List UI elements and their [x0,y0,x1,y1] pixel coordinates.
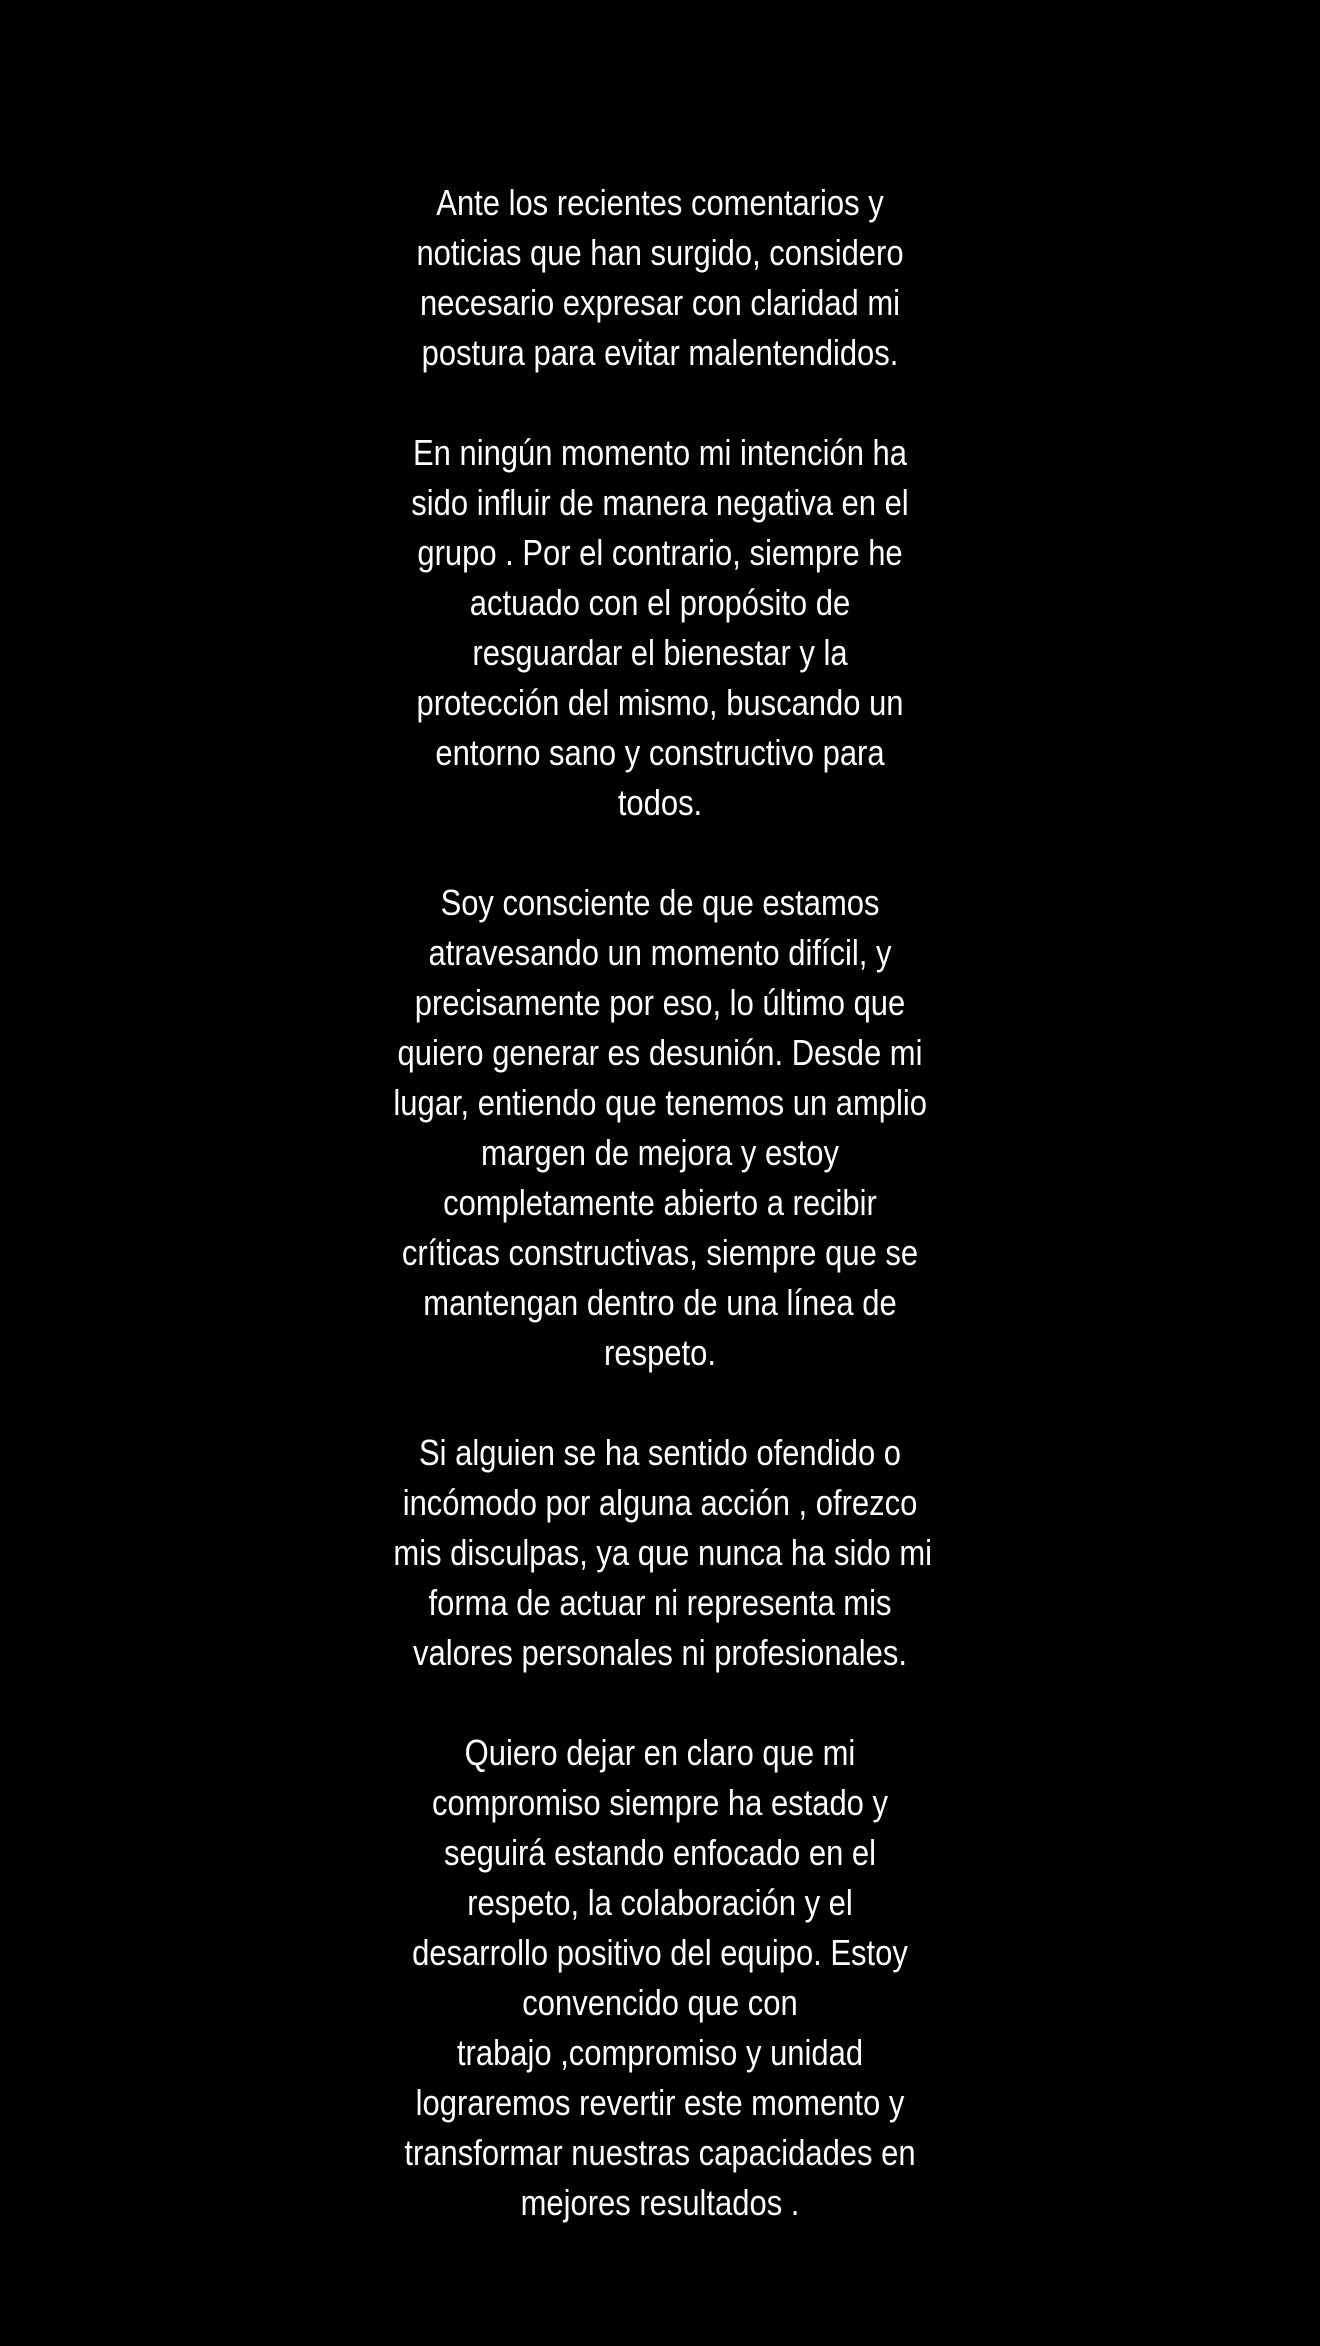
text-line: actuado con el propósito de [469,582,851,623]
text-line: desarrollo positivo del equipo. Estoy [412,1932,908,1973]
paragraph-1 [393,178,926,378]
text-line: margen de mejora y estoy [481,1132,839,1173]
text-line: Quiero dejar en claro que mi [464,1732,856,1773]
text-line: mantengan dentro de una línea de [423,1282,897,1323]
text-line: necesario expresar con claridad mi [419,282,901,323]
text-line: noticias que han surgido, considero [416,232,904,273]
text-line: mejores resultados . [520,2182,800,2223]
text-line: valores personales ni profesionales. [413,1632,907,1673]
text-line: lugar, entiendo que tenemos un amplio [393,1082,927,1123]
text-line: respeto, la colaboración y el [467,1882,853,1923]
text-line: lograremos revertir este momento y [415,2082,905,2123]
text-line: En ningún momento mi intención ha [413,432,907,473]
text-line: todos. [617,782,703,823]
text-line: atravesando un momento difícil, y [428,932,892,973]
text-line: completamente abierto a recibir [443,1182,877,1223]
text-line: quiero generar es desunión. Desde mi [397,1032,923,1073]
paragraph-4 [393,1428,933,1678]
text-line: compromiso siempre ha estado y [431,1782,888,1823]
paragraph-3 [393,878,926,1378]
text-line: respeto. [604,1332,716,1373]
text-line: postura para evitar malentendidos. [421,332,899,373]
text-line: críticas constructivas, siempre que se [401,1232,919,1273]
text-line: precisamente por eso, lo último que [414,982,906,1023]
text-line: Ante los recientes comentarios y [436,182,884,223]
text-line: seguirá estando enfocado en el [443,1832,877,1873]
text-line: Soy consciente de que estamos [440,882,880,923]
text-line: convencido que con [522,1982,798,2023]
paragraph-5 [393,1728,926,2228]
text-line: trabajo ,compromiso y unidad [456,2032,864,2073]
text-line: protección del mismo, buscando un [416,682,904,723]
text-line: grupo . Por el contrario, siempre he [417,532,903,573]
text-line: forma de actuar ni representa mis [428,1582,892,1623]
text-line: Si alguien se ha sentido ofendido o [419,1432,901,1473]
text-line: transformar nuestras capacidades en [404,2132,916,2173]
text-line: entorno sano y constructivo para [435,732,885,773]
text-line: incómodo por alguna acción , ofrezco [402,1482,918,1523]
text-line: sido influir de manera negativa en el [411,482,909,523]
text-line: resguardar el bienestar y la [472,632,848,673]
text-line: mis disculpas, ya que nunca ha sido mi [393,1532,933,1573]
paragraph-2 [393,428,926,828]
